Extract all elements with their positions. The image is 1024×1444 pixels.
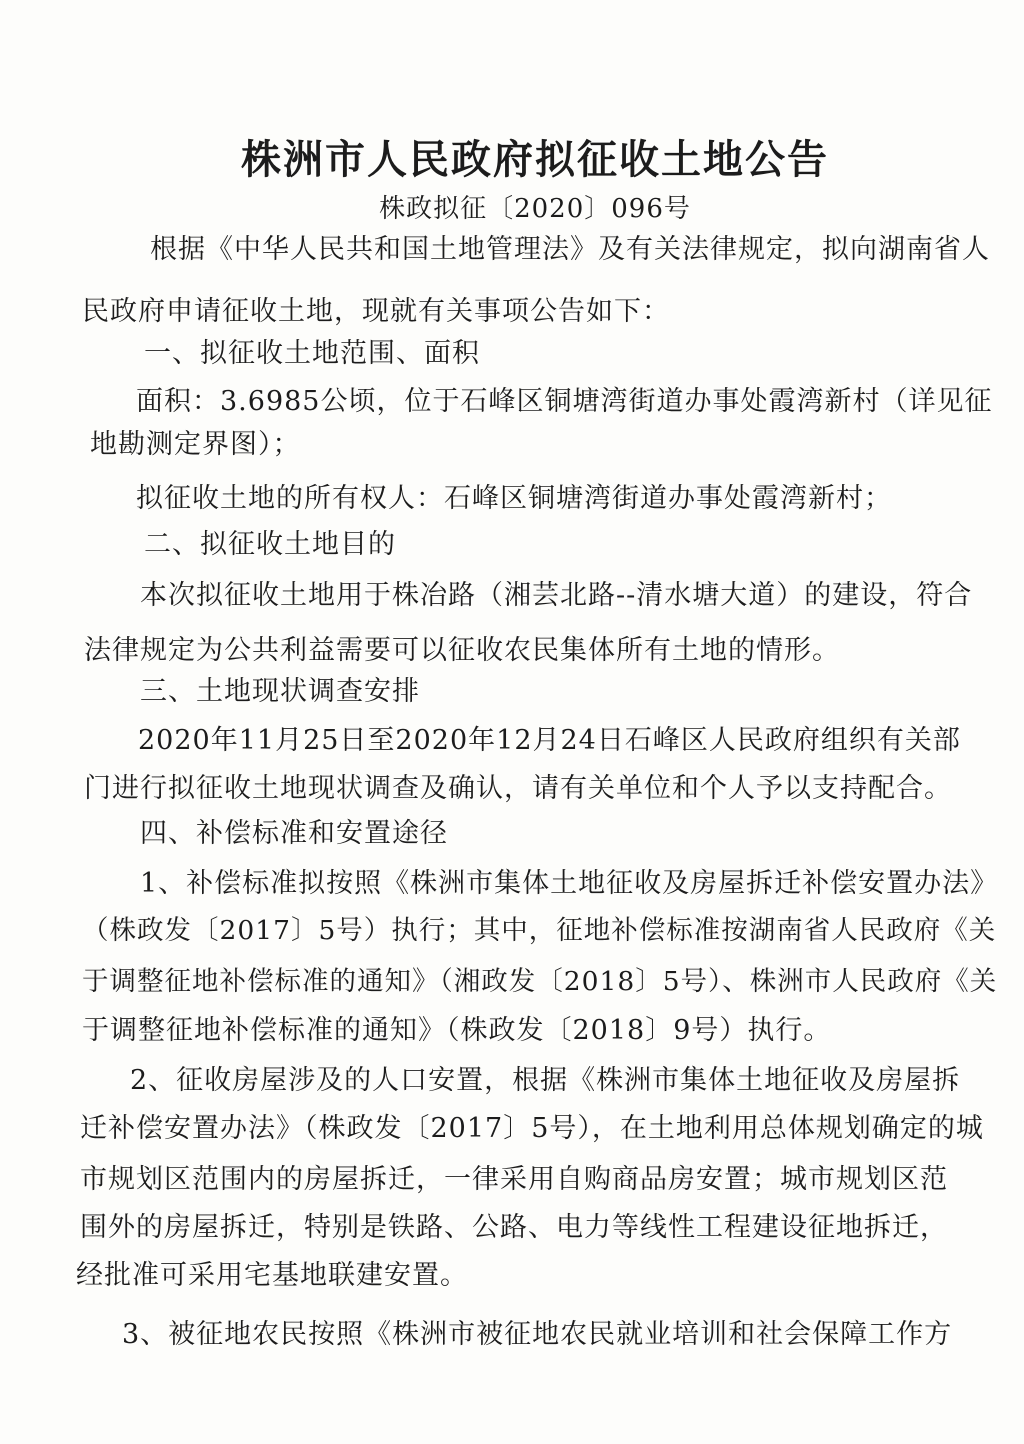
section-heading: 三、土地现状调查安排 bbox=[140, 676, 420, 707]
body-line: 根据《中华人民共和国土地管理法》及有关法律规定，拟向湖南省人 bbox=[150, 234, 990, 265]
body-line: 迁补偿安置办法》（株政发〔2017〕5号），在土地利用总体规划确定的城 bbox=[80, 1113, 984, 1144]
body-line: 3、被征地农民按照《株洲市被征地农民就业培训和社会保障工作方 bbox=[122, 1319, 953, 1350]
body-line: 围外的房屋拆迁，特别是铁路、公路、电力等线性工程建设征地拆迁， bbox=[80, 1212, 948, 1243]
body-line: 本次拟征收土地用于株冶路（湘芸北路--清水塘大道）的建设，符合 bbox=[140, 580, 973, 611]
body-line: 市规划区范围内的房屋拆迁，一律采用自购商品房安置；城市规划区范 bbox=[80, 1164, 948, 1195]
body-line: 拟征收土地的所有权人：石峰区铜塘湾街道办事处霞湾新村； bbox=[136, 483, 892, 514]
section-heading: 一、拟征收土地范围、面积 bbox=[144, 338, 480, 369]
body-line: 于调整征地补偿标准的通知》（湘政发〔2018〕5号）、株洲市人民政府《关 bbox=[82, 966, 998, 997]
section-heading: 四、补偿标准和安置途径 bbox=[140, 818, 448, 849]
body-line: 地勘测定界图）； bbox=[90, 429, 301, 460]
document-number: 株政拟征〔2020〕096号 bbox=[379, 194, 691, 224]
body-line: （株政发〔2017〕5号）执行；其中，征地补偿标准按湖南省人民政府《关 bbox=[82, 915, 997, 946]
body-line: 法律规定为公共利益需要可以征收农民集体所有土地的情形。 bbox=[84, 635, 840, 666]
body-line: 2020年11月25日至2020年12月24日石峰区人民政府组织有关部 bbox=[138, 725, 961, 756]
body-line: 门进行拟征收土地现状调查及确认，请有关单位和个人予以支持配合。 bbox=[84, 773, 952, 804]
body-line: 经批准可采用宅基地联建安置。 bbox=[76, 1260, 468, 1291]
body-line: 2、征收房屋涉及的人口安置，根据《株洲市集体土地征收及房屋拆 bbox=[130, 1065, 961, 1096]
body-line: 面积：3.6985公顷，位于石峰区铜塘湾街道办事处霞湾新村（详见征 bbox=[136, 386, 993, 417]
document-title: 株洲市人民政府拟征收土地公告 bbox=[241, 137, 829, 183]
body-line: 1、补偿标准拟按照《株洲市集体土地征收及房屋拆迁补偿安置办法》 bbox=[140, 868, 999, 899]
body-line: 于调整征地补偿标准的通知》（株政发〔2018〕9号）执行。 bbox=[82, 1015, 832, 1046]
body-line: 民政府申请征收土地，现就有关事项公告如下： bbox=[82, 296, 670, 327]
section-heading: 二、拟征收土地目的 bbox=[144, 529, 396, 560]
